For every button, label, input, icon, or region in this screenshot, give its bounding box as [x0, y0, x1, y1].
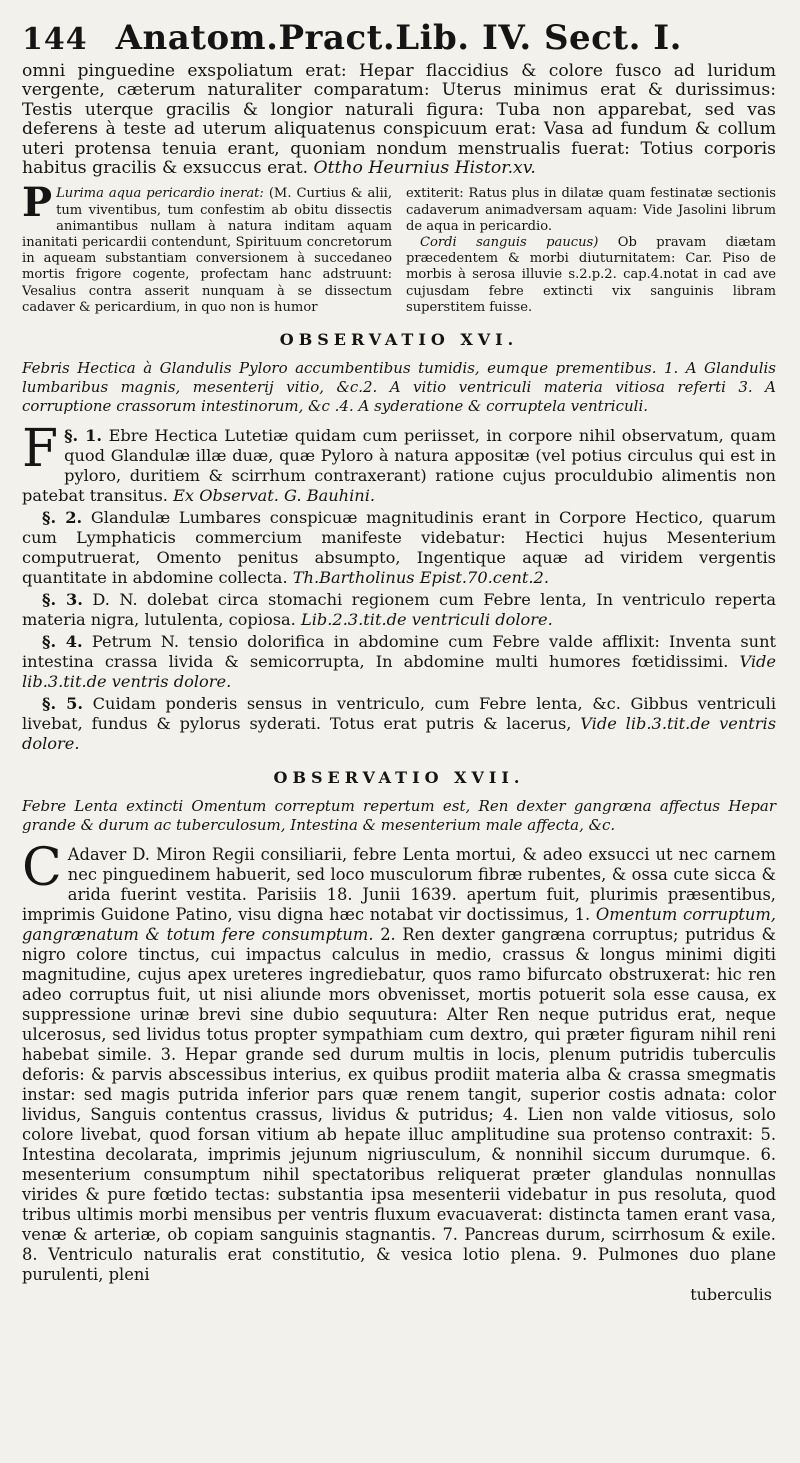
note-left-text: (M. Curtius & alii, tum viventibus, tum confestim ab obitu dissectis animantibus nullam à natura inditam aquam inanitati pericardii contendunt, Spirituum concretorum in aqueam substantiam conversionem à succedaneo mortis frigore cogente, profectam hanc adstruunt: Vesalius contra asserit nunquam à se dissectum cadaver & pericardium, in quo non is humor — [22, 186, 392, 315]
observatio-16-summary: Febris Hectica à Glandulis Pyloro accumbentibus tumidis, eumque prementibus. 1. A Glandulis lumbaribus magnis, mesenterij vitio, &c.2. A vitio ventriculi materia vitiosa referti 3. A corruptione crassorum intestinorum, &c .4. A syderatione & corruptela ventriculi. — [22, 359, 776, 416]
page-number: 144 — [22, 22, 88, 57]
section-4-cite: Vide lib.3.tit.de ventris dolore. — [22, 652, 776, 692]
section-1-mark: §. 1. — [64, 426, 103, 446]
notes-left-column — [22, 179, 392, 316]
section-2-text: Glandulæ Lumbares conspicuæ magnitudinis erant in Corpore Hectico, quarum cum Lymphaticis commercium manifeste videbatur: Hectici hujus Mesenterium computruerat, Omento penitus absumpto, Ingentique aquæ ad viridem vergentis quantitate in abdomine collecta. — [22, 508, 776, 588]
observatio-17-text-a: Adaver D. Miron Regii consiliarii, febre Lenta mortui, & adeo exsucci ut nec carnem nec pinguedinem habuerit, sed loco musculorum fibræ rubentes, & ossa cute sicca & arida fuerint vestita. Parisiis 18. Junii 1639. apertum fuit, plurimis præsentibus, imprimis Guidone Patino, visu digna hæc notabat vir doctissimus, 1. — [22, 845, 776, 925]
observatio-17-italic: Omentum corruptum, gangrænatum & totum fere consumptum. — [22, 905, 776, 945]
note-right-p2 — [406, 235, 776, 316]
section-4 — [22, 632, 776, 692]
observatio-17-body — [22, 838, 776, 1285]
section-1 — [22, 419, 776, 506]
section-4-text: Petrum N. tensio dolorifica in abdomine cum Febre valde afflixit: Inventa sunt intestina crassa livida & semicorrupta, In abdomine multi humores fœtidissimi. — [22, 632, 776, 672]
section-3-cite: Lib.2.3.tit.de ventriculi dolore. — [300, 610, 553, 630]
observatio-17-text-b: 2. Ren dexter gangræna corruptus; putridus & nigro colore tinctus, cui impactus calculus in medio, crassus & longus minimi digiti magnitudine, cujus apex ureteres ingrediebatur, quos ramo bifurcato obstruxerat: hic ren adeo corruptus fuit, ut nisi aliunde mors obvenisset, mortis potuerit sola esse causa, ex suppressione urinæ brevi sine dubio sequutura: Alter Ren neque putridus erat, neque ulcerosus, sed lividus totus propter sympathiam cum dextro, qui præter figuram nihil reni habebat simile. 3. Hepar grande sed durum multis in locis, plenum putridis tuberculis deforis: & parvis abscessibus interius, ex quibus prodiit materia alba & crassa smegmatis instar: sed magis putrida inferior pars quæ renem tangit, superior costis adnata: color lividus, Sanguis contentus crassus, lividus & putridus; 4. Lien non valde vitiosus, solo colore livebat, quod forsan vitium ab hepate illuc amplitudine sua protenso contraxit: 5. Intestina decolarata, imprimis jejunum nigriusculum, & nonnihil siccum durumque. 6. mesenterium consumptum nihil spectatoribus reliquerat præter glandulas nonnullas virides & pure fœtido tectas: substantia ipsa mesenterii videbatur in pus resoluta, quod tribus ultimis morbi mensibus per ventris fluxum evacuaverat: distincta tamen erant vasa, venæ & arteriæ, ob copiam sanguinis stagnantis. 7. Pancreas durum, scirrhosum & exile. 8. Ventriculo naturalis erat constitutio, & vesica lotio plena. 9. Pulmones duo plane purulenti, pleni — [22, 925, 776, 1285]
note-right-lead: Cordi sanguis paucus) — [420, 235, 599, 251]
section-1-text: Ebre Hectica Lutetiæ quidam cum periisset, in corpore nihil observatum, quam quod Glandulæ illæ duæ, quæ Pyloro à natura appositæ (vel potius circulus qui est in pyloro, duritiem & scirrhum contraxerant) ratione cujus proculdubio alimentis non patebat transitus. — [22, 426, 776, 506]
section-4-mark: §. 4. — [42, 632, 83, 652]
observatio-16-heading: OBSERVATIO XVI. — [279, 330, 519, 350]
section-2 — [22, 508, 776, 588]
notes-right-column — [406, 186, 776, 316]
section-3-mark: §. 3. — [42, 590, 83, 610]
note-right-text: Ob pravam diætam præcedentem & morbi diuturnitatem: Car. Piso de morbis à serosa illuvie s.2.p.2. cap.4.notat in cad ave cujusdam febre extincti vix sanguinis libram superstitem fuisse. — [406, 235, 777, 315]
section-1-cite: Ex Observat. G. Bauhini. — [173, 486, 376, 506]
section-2-cite: Th.Bartholinus Epist.70.cent.2. — [292, 568, 549, 588]
observatio-17-heading: OBSERVATIO XVII. — [273, 768, 525, 788]
intro-citation: Ottho Heurnius Histor.xv. — [313, 158, 536, 179]
observatio-17-dropcap: C — [22, 838, 62, 899]
intro-paragraph — [22, 62, 776, 178]
intro-text: omni pinguedine exspoliatum erat: Hepar flaccidius & colore fusco ad luridum vergente, cæterum naturaliter comparatum: Uterus minimus erat & durissimus: Testis uterque gracilis & longior naturali figura: Tuba non apparebat, sed vas deferens à teste ad uterum aliquatenus conspicuum erat: Vasa ad fundum & collum uteri protensa tenuia erant, quoniam nondum menstrualis fuerat: Totius corporis habitus gracilis & exsuccus erat. — [22, 61, 776, 179]
running-title: Anatom.Pract.Lib. IV. Sect. I. — [115, 18, 682, 58]
section-2-mark: §. 2. — [42, 508, 83, 528]
page-header — [22, 18, 776, 62]
note-right-p1: extiterit: Ratus plus in dilatæ quam festinatæ sectionis cadaverum animadversam aquam: Vide Jasolini librum de aqua in pericardio. — [406, 186, 776, 234]
note-left-lead: Lurima aqua pericardio inerat: — [56, 186, 264, 202]
catchword: tuberculis — [690, 1285, 772, 1305]
note-dropcap: P — [22, 179, 53, 227]
section-5-mark: §. 5. — [42, 694, 84, 714]
section-5-text: Cuidam ponderis sensus in ventriculo, cum Febre lenta, &c. Gibbus ventriculi livebat, fundus & pylorus syderati. Totus erat putris & lacerus, — [22, 694, 776, 734]
section-1-dropcap: F — [22, 419, 59, 480]
section-3-text: D. N. dolebat circa stomachi regionem cum Febre lenta, In ventriculo reperta materia nigra, lutulenta, copiosa. — [22, 590, 777, 630]
note-left — [22, 179, 392, 316]
section-3 — [22, 590, 776, 630]
observatio-17-summary: Febre Lenta extincti Omentum correptum repertum est, Ren dexter gangræna affectus Hepar grande & durum ac tuberculosum, Intestina & mesenterium male affecta, &c. — [22, 797, 776, 835]
section-5-cite: Vide lib.3.tit.de ventris dolore. — [22, 714, 776, 754]
section-5 — [22, 694, 776, 754]
annotation-notes — [22, 179, 777, 316]
